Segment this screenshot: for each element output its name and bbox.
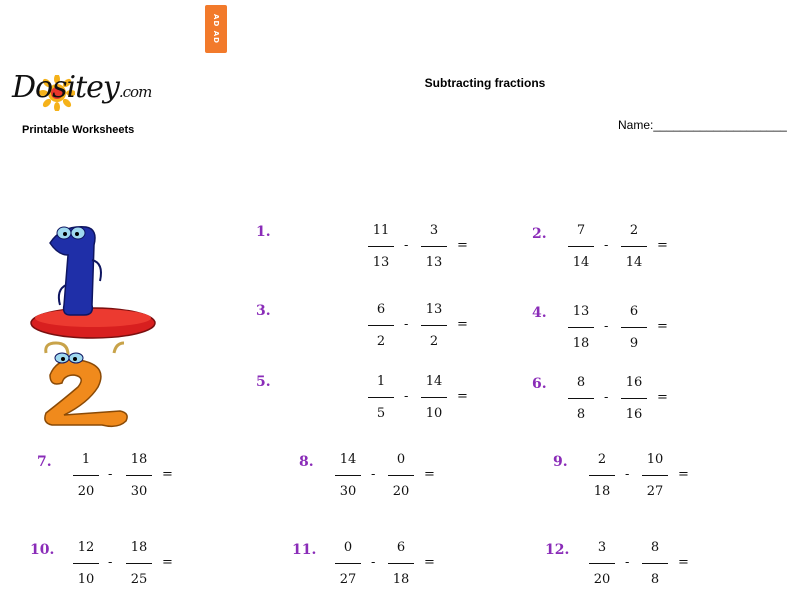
minus-sign: - bbox=[404, 238, 409, 253]
fraction-bar bbox=[621, 327, 647, 328]
fraction-subtrahend bbox=[421, 374, 447, 422]
fraction-subtrahend bbox=[126, 540, 152, 588]
equals-sign: = bbox=[457, 317, 468, 332]
equals-sign: = bbox=[678, 555, 689, 570]
fraction-minuend bbox=[335, 452, 361, 500]
fraction-subtrahend bbox=[621, 223, 647, 271]
denominator: 9 bbox=[629, 336, 639, 351]
minus-sign: - bbox=[604, 390, 609, 405]
equals-sign: = bbox=[657, 319, 668, 334]
fraction-minuend bbox=[568, 304, 594, 352]
denominator: 2 bbox=[376, 334, 386, 349]
fraction-bar bbox=[642, 475, 668, 476]
numerator: 13 bbox=[572, 304, 590, 319]
fraction-bar bbox=[388, 475, 414, 476]
denominator: 30 bbox=[130, 484, 148, 499]
numerator: 0 bbox=[396, 452, 406, 467]
fraction-minuend bbox=[568, 375, 594, 423]
fraction-bar bbox=[421, 397, 447, 398]
numerator: 6 bbox=[376, 302, 386, 317]
denominator: 27 bbox=[339, 572, 357, 587]
numerator: 3 bbox=[597, 540, 607, 555]
denominator: 25 bbox=[130, 572, 148, 587]
denominator: 18 bbox=[572, 336, 590, 351]
denominator: 8 bbox=[650, 572, 660, 587]
fraction-minuend bbox=[589, 452, 615, 500]
fraction-subtrahend bbox=[388, 540, 414, 588]
fraction-bar bbox=[335, 563, 361, 564]
fraction-subtrahend bbox=[642, 540, 668, 588]
fraction-bar bbox=[73, 563, 99, 564]
ad-label: AD AD bbox=[212, 14, 220, 44]
numerator: 1 bbox=[81, 452, 91, 467]
fraction-bar bbox=[421, 325, 447, 326]
problem-number: 11. bbox=[292, 542, 317, 558]
denominator: 13 bbox=[425, 255, 443, 270]
equals-sign: = bbox=[457, 238, 468, 253]
numerator: 8 bbox=[650, 540, 660, 555]
fraction-bar bbox=[568, 398, 594, 399]
numerator: 10 bbox=[646, 452, 664, 467]
minus-sign: - bbox=[371, 555, 376, 570]
fraction-bar bbox=[126, 475, 152, 476]
problem-number: 2. bbox=[532, 226, 547, 242]
denominator: 8 bbox=[576, 407, 586, 422]
minus-sign: - bbox=[108, 555, 113, 570]
numerator: 3 bbox=[429, 223, 439, 238]
numerator: 7 bbox=[576, 223, 586, 238]
fraction-subtrahend bbox=[388, 452, 414, 500]
numerator: 0 bbox=[343, 540, 353, 555]
denominator: 18 bbox=[392, 572, 410, 587]
fraction-subtrahend bbox=[421, 302, 447, 350]
problem-number: 8. bbox=[299, 454, 314, 470]
fraction-minuend bbox=[73, 452, 99, 500]
fraction-bar bbox=[621, 246, 647, 247]
fraction-subtrahend bbox=[621, 304, 647, 352]
numerator: 1 bbox=[376, 374, 386, 389]
ad-badge[interactable] bbox=[205, 5, 227, 53]
denominator: 20 bbox=[392, 484, 410, 499]
fraction-bar bbox=[568, 327, 594, 328]
equals-sign: = bbox=[678, 467, 689, 482]
problem-number: 6. bbox=[532, 376, 547, 392]
denominator: 13 bbox=[372, 255, 390, 270]
equals-sign: = bbox=[424, 467, 435, 482]
numerator: 14 bbox=[425, 374, 443, 389]
fraction-subtrahend bbox=[421, 223, 447, 271]
problem-number: 7. bbox=[37, 454, 52, 470]
fraction-minuend bbox=[368, 374, 394, 422]
fraction-bar bbox=[368, 397, 394, 398]
numerator: 6 bbox=[396, 540, 406, 555]
fraction-bar bbox=[568, 246, 594, 247]
numerator: 16 bbox=[625, 375, 643, 390]
problem-number: 9. bbox=[553, 454, 568, 470]
fraction-subtrahend bbox=[126, 452, 152, 500]
fraction-bar bbox=[335, 475, 361, 476]
numerator: 18 bbox=[130, 540, 148, 555]
fraction-bar bbox=[642, 563, 668, 564]
fraction-bar bbox=[126, 563, 152, 564]
minus-sign: - bbox=[108, 467, 113, 482]
fraction-bar bbox=[421, 246, 447, 247]
fraction-bar bbox=[368, 246, 394, 247]
problem-number: 1. bbox=[256, 224, 271, 240]
fraction-bar bbox=[368, 325, 394, 326]
equals-sign: = bbox=[657, 238, 668, 253]
worksheet-title: Subtracting fractions bbox=[424, 76, 546, 90]
numerator: 12 bbox=[77, 540, 95, 555]
numerator: 13 bbox=[425, 302, 443, 317]
numerator: 14 bbox=[339, 452, 357, 467]
equals-sign: = bbox=[162, 467, 173, 482]
logo-subtitle: Printable Worksheets bbox=[22, 124, 135, 136]
fraction-minuend bbox=[335, 540, 361, 588]
denominator: 20 bbox=[593, 572, 611, 587]
numerator: 8 bbox=[576, 375, 586, 390]
fraction-minuend bbox=[589, 540, 615, 588]
denominator: 14 bbox=[572, 255, 590, 270]
problem-number: 10. bbox=[30, 542, 55, 558]
denominator: 5 bbox=[376, 406, 386, 421]
fraction-minuend bbox=[368, 223, 394, 271]
fraction-bar bbox=[73, 475, 99, 476]
logo-brand: Dositey bbox=[12, 70, 119, 105]
equals-sign: = bbox=[162, 555, 173, 570]
minus-sign: - bbox=[625, 467, 630, 482]
denominator: 10 bbox=[77, 572, 95, 587]
problem-number: 12. bbox=[545, 542, 570, 558]
numerator: 2 bbox=[629, 223, 639, 238]
minus-sign: - bbox=[604, 319, 609, 334]
numerator: 2 bbox=[597, 452, 607, 467]
equals-sign: = bbox=[424, 555, 435, 570]
denominator: 27 bbox=[646, 484, 664, 499]
numbers-one-and-two-cartoon-icon bbox=[28, 215, 158, 430]
fraction-minuend bbox=[368, 302, 394, 350]
minus-sign: - bbox=[604, 238, 609, 253]
fraction-bar bbox=[621, 398, 647, 399]
fraction-minuend bbox=[73, 540, 99, 588]
denominator: 14 bbox=[625, 255, 643, 270]
equals-sign: = bbox=[457, 389, 468, 404]
numerator: 11 bbox=[372, 223, 390, 238]
minus-sign: - bbox=[371, 467, 376, 482]
fraction-minuend bbox=[568, 223, 594, 271]
fraction-bar bbox=[589, 563, 615, 564]
fraction-subtrahend bbox=[621, 375, 647, 423]
denominator: 2 bbox=[429, 334, 439, 349]
problem-number: 4. bbox=[532, 305, 547, 321]
minus-sign: - bbox=[404, 317, 409, 332]
denominator: 20 bbox=[77, 484, 95, 499]
logo-domain: .com bbox=[118, 83, 152, 101]
minus-sign: - bbox=[404, 389, 409, 404]
equals-sign: = bbox=[657, 390, 668, 405]
denominator: 10 bbox=[425, 406, 443, 421]
denominator: 16 bbox=[625, 407, 643, 422]
numerator: 6 bbox=[629, 304, 639, 319]
minus-sign: - bbox=[625, 555, 630, 570]
fraction-subtrahend bbox=[642, 452, 668, 500]
fraction-bar bbox=[589, 475, 615, 476]
problem-number: 5. bbox=[256, 374, 271, 390]
name-field[interactable]: Name:____________________ bbox=[618, 118, 787, 132]
denominator: 18 bbox=[593, 484, 611, 499]
numerator: 18 bbox=[130, 452, 148, 467]
problem-number: 3. bbox=[256, 303, 271, 319]
denominator: 30 bbox=[339, 484, 357, 499]
fraction-bar bbox=[388, 563, 414, 564]
